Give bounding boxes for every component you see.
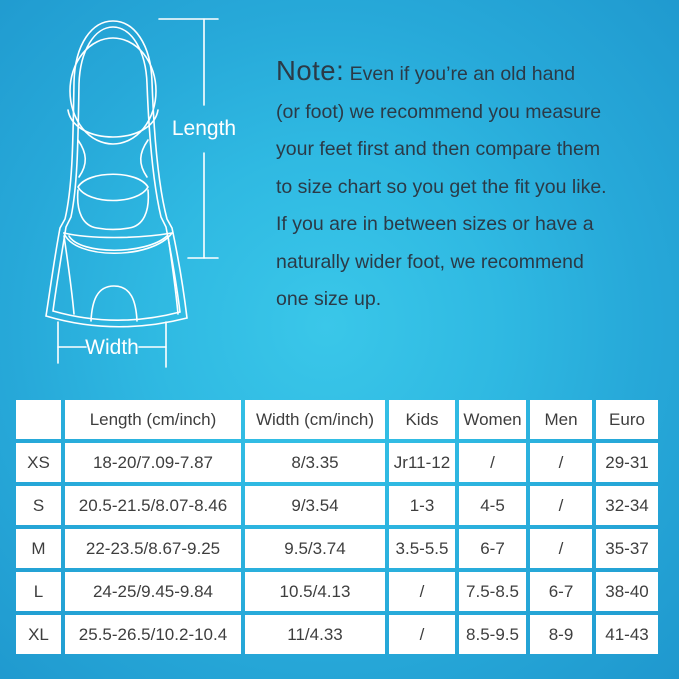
euro-cell: 32-34	[596, 486, 658, 525]
size-row-xs	[16, 443, 658, 482]
fin-pocket-side-left	[64, 236, 74, 314]
size-row-xl	[16, 615, 658, 654]
column-header-size	[16, 400, 61, 439]
width-cell: 9.5/3.74	[245, 529, 385, 568]
fin-measurement-diagram	[0, 0, 260, 380]
width-cell: 8/3.35	[245, 443, 385, 482]
note-line: (or foot) we recommend you measure	[276, 100, 602, 123]
women-cell: 8.5-9.5	[459, 615, 526, 654]
women-cell: 6-7	[459, 529, 526, 568]
width-label: Width	[85, 336, 139, 359]
size-cell: M	[16, 529, 61, 568]
fin-toe-window-double-line	[68, 110, 158, 137]
size-row-l	[16, 572, 658, 611]
men-cell: 8-9	[530, 615, 592, 654]
width-cell: 9/3.54	[245, 486, 385, 525]
note-line: If you are in between sizes or have a	[276, 213, 594, 235]
length-cell: 22-23.5/8.67-9.25	[65, 529, 241, 568]
column-header-length: Length (cm/inch)	[65, 400, 241, 439]
size-row-m	[16, 529, 658, 568]
note-line: your feet first and then compare them	[276, 138, 601, 160]
column-header-kids: Kids	[389, 400, 455, 439]
note-heading: Note:	[276, 55, 345, 86]
note-line: naturally wider foot, we recommend	[276, 250, 584, 273]
length-cell: 25.5-26.5/10.2-10.4	[65, 615, 241, 654]
fin-toe-window	[70, 38, 156, 144]
kids-cell: 3.5-5.5	[389, 529, 455, 568]
size-cell: XS	[16, 443, 61, 482]
length-label: Length	[171, 117, 237, 140]
women-cell: 7.5-8.5	[459, 572, 526, 611]
kids-cell: /	[389, 572, 455, 611]
euro-cell: 29-31	[596, 443, 658, 482]
length-cell: 18-20/7.09-7.87	[65, 443, 241, 482]
kids-cell: 1-3	[389, 486, 455, 525]
size-cell: S	[16, 486, 61, 525]
men-cell: /	[530, 529, 592, 568]
length-cell: 20.5-21.5/8.07-8.46	[65, 486, 241, 525]
note-block	[276, 52, 676, 319]
fin-foot-opening-top	[64, 233, 172, 238]
men-cell: 6-7	[530, 572, 592, 611]
fin-instep	[78, 174, 148, 200]
fin-waist-left	[78, 140, 85, 177]
width-cell: 10.5/4.13	[245, 572, 385, 611]
note-line: to size chart so you get the fit you like.	[276, 175, 607, 198]
size-chart-table	[12, 396, 662, 658]
width-cell: 11/4.33	[245, 615, 385, 654]
size-cell: XL	[16, 615, 61, 654]
size-cell: L	[16, 572, 61, 611]
euro-cell: 35-37	[596, 529, 658, 568]
header-row	[16, 400, 658, 439]
fin-waist-right	[141, 140, 148, 177]
column-header-euro: Euro	[596, 400, 658, 439]
kids-cell: Jr11-12	[389, 443, 455, 482]
men-cell: /	[530, 443, 592, 482]
fin-heel-arch	[91, 286, 137, 321]
women-cell: /	[459, 443, 526, 482]
women-cell: 4-5	[459, 486, 526, 525]
note-line: one size up.	[276, 288, 382, 310]
length-cell: 24-25/9.45-9.84	[65, 572, 241, 611]
note-line	[276, 52, 676, 94]
column-header-width: Width (cm/inch)	[245, 400, 385, 439]
men-cell: /	[530, 486, 592, 525]
column-header-men: Men	[530, 400, 592, 439]
kids-cell: /	[389, 615, 455, 654]
size-row-s	[16, 486, 658, 525]
note-line-text: Even if you’re an old hand	[349, 63, 576, 85]
euro-cell: 38-40	[596, 572, 658, 611]
euro-cell: 41-43	[596, 615, 658, 654]
column-header-women: Women	[459, 400, 526, 439]
